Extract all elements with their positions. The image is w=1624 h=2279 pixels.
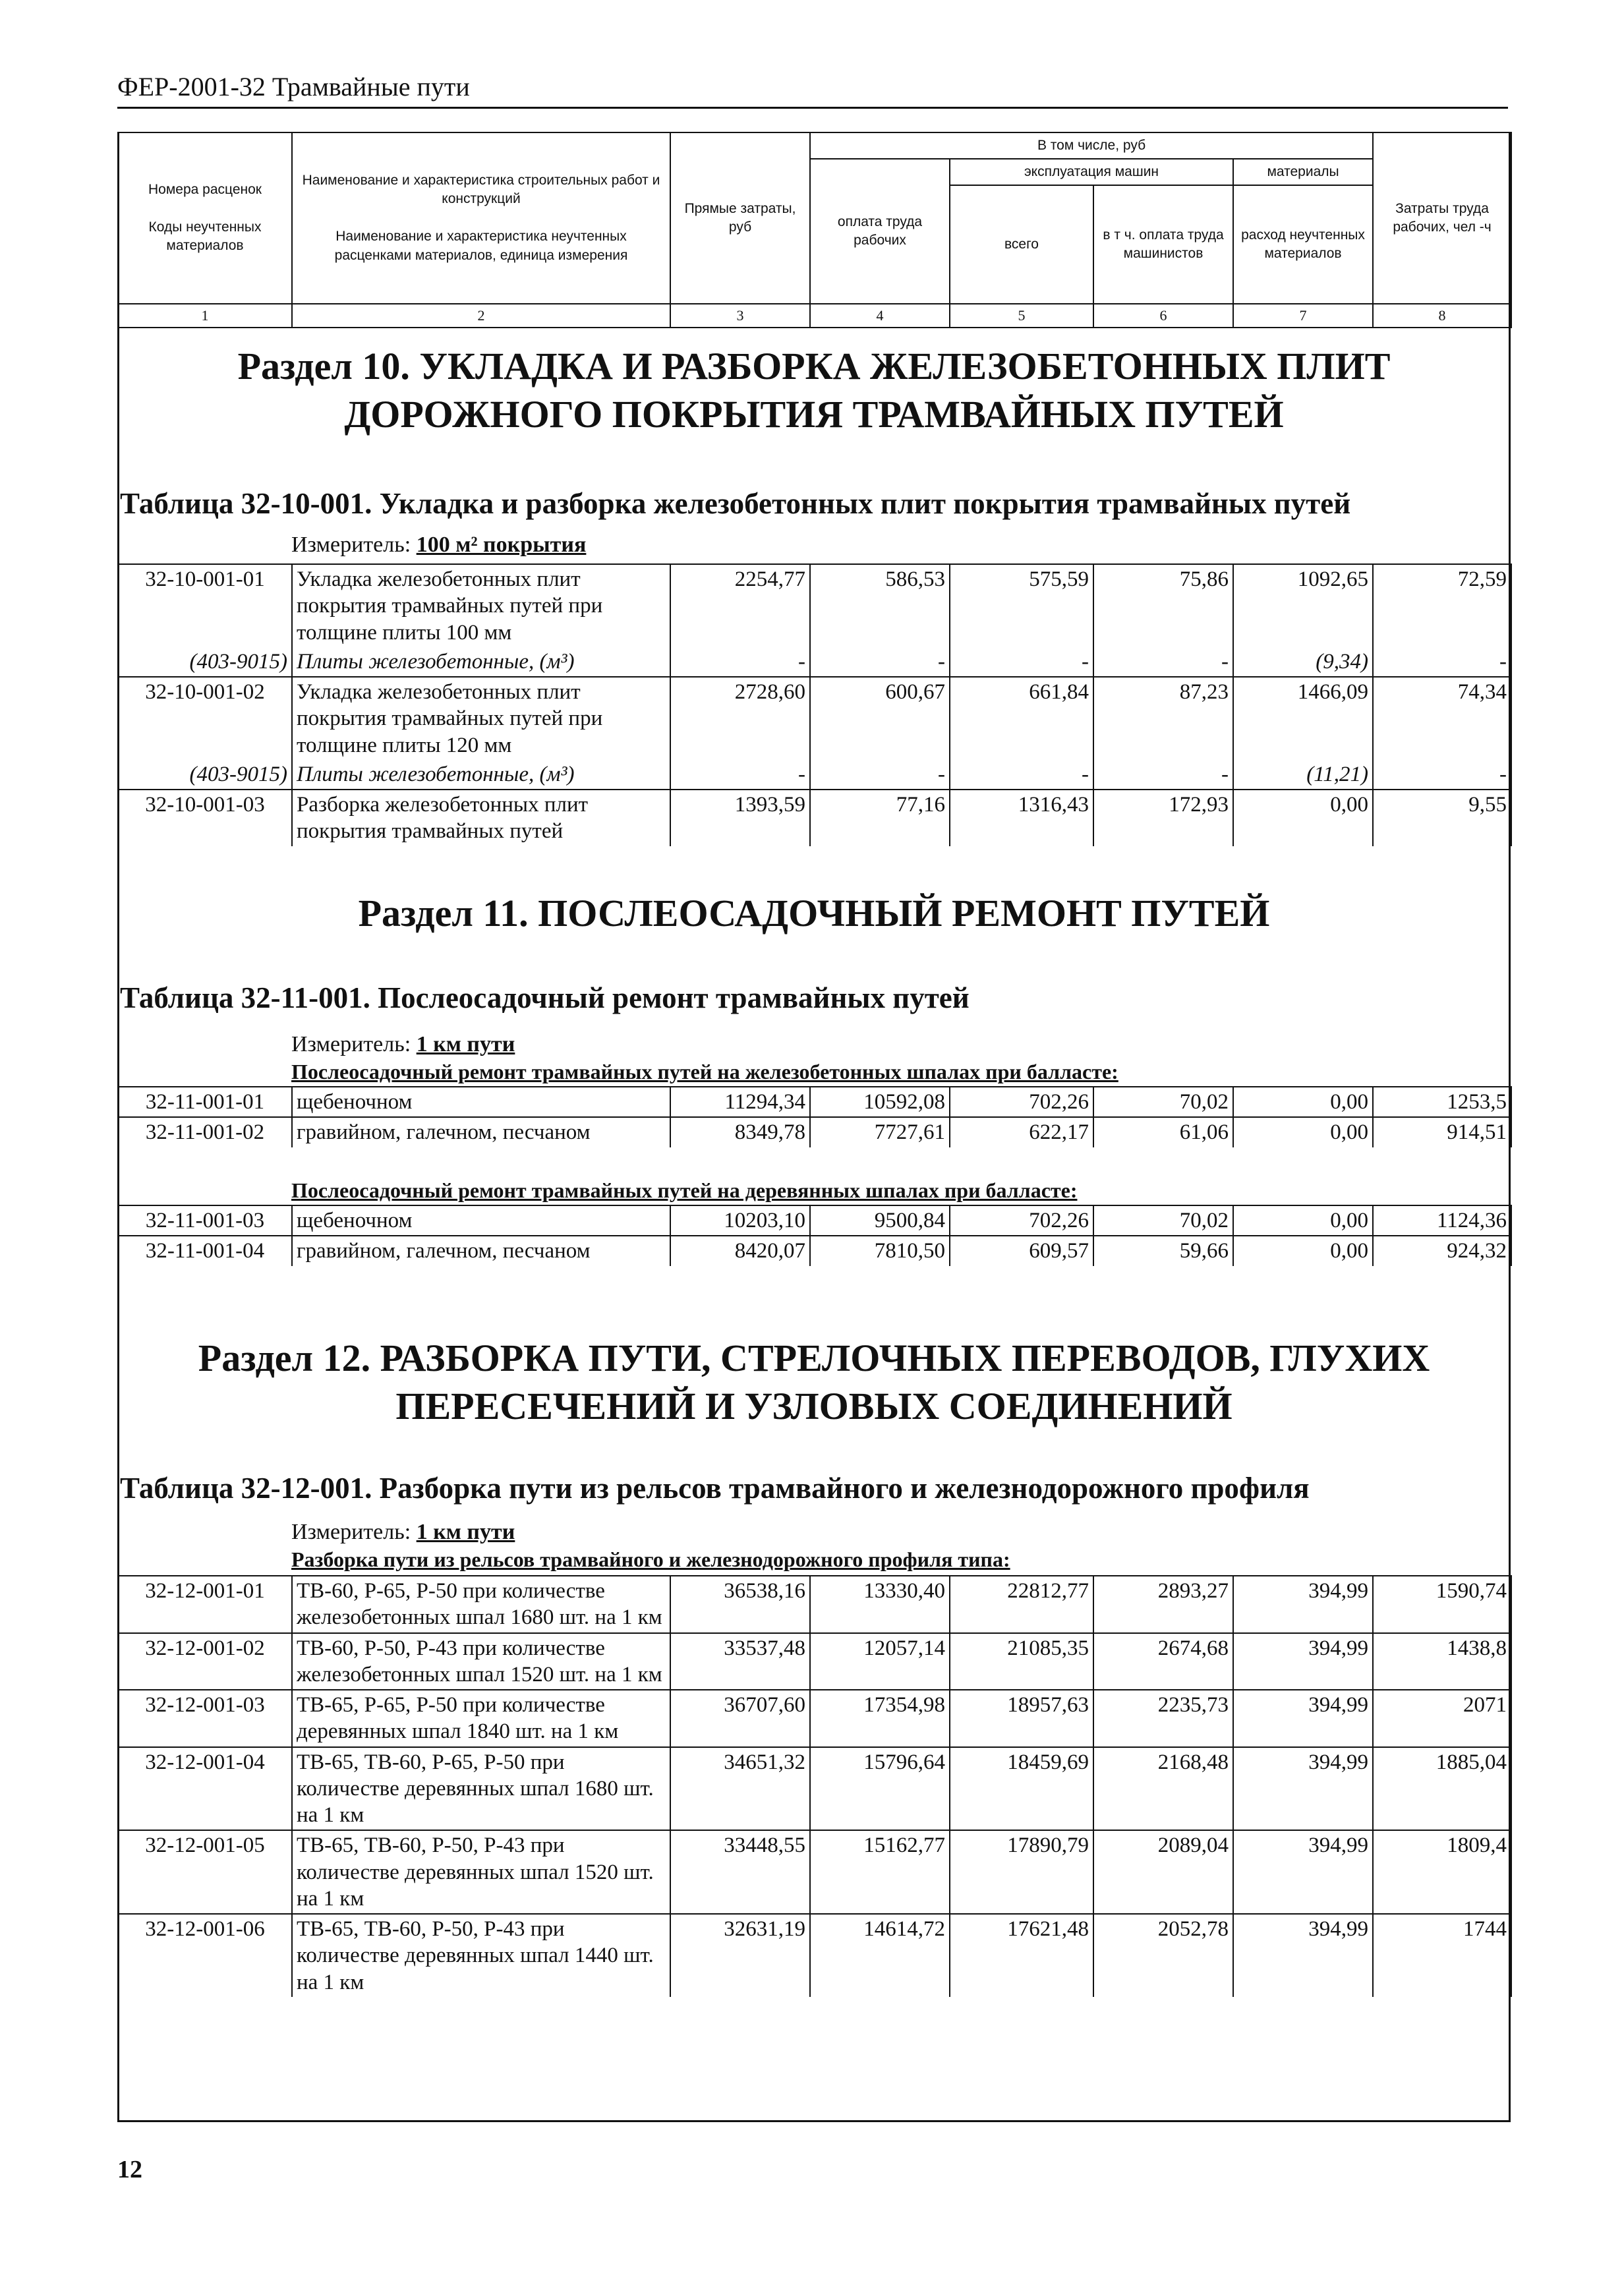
measurer-value: 100 м² покрытия	[416, 533, 587, 557]
measurer-32-10	[291, 533, 586, 558]
measurer-label: Измеритель:	[291, 1032, 411, 1056]
row-name: Разборка железобетонных плит покрытия трамвайных путей	[292, 790, 670, 846]
value-cell: 10203,10	[670, 1205, 810, 1236]
value-cell: -	[1373, 760, 1511, 790]
col2-header: Наименование и характеристика строительных работ и конструкций Наименование и характеристика неучтенных расценками материалов, единица измерения	[292, 132, 670, 304]
table-32-10-001	[117, 563, 1512, 846]
value-cell: 600,67	[810, 677, 950, 760]
value-cell: 622,17	[950, 1117, 1093, 1147]
value-cell: 1092,65	[1233, 564, 1373, 647]
value-cell: 702,26	[950, 1087, 1093, 1117]
col8-header: Затраты труда рабочих, чел -ч	[1373, 132, 1511, 304]
value-cell: 7727,61	[810, 1117, 950, 1147]
value-cell: 9,55	[1373, 790, 1511, 846]
row-name: ТВ-65, ТВ-60, Р-50, Р-43 при количестве деревянных шпал 1520 шт. на 1 км	[292, 1830, 670, 1914]
table-row	[118, 1117, 1511, 1147]
value-cell: 34651,32	[670, 1747, 810, 1831]
value-cell: -	[670, 647, 810, 677]
value-cell: 7810,50	[810, 1236, 950, 1265]
value-cell: (9,34)	[1233, 647, 1373, 677]
value-cell: 59,66	[1093, 1236, 1233, 1265]
col-number: 3	[670, 304, 810, 328]
row-code: 32-12-001-01	[118, 1576, 292, 1633]
row-code: 32-12-001-04	[118, 1747, 292, 1831]
value-cell: 2071	[1373, 1690, 1511, 1747]
value-cell: 77,16	[810, 790, 950, 846]
col-number: 4	[810, 304, 950, 328]
table-row	[118, 1236, 1511, 1265]
material-code: (403-9015)	[118, 760, 292, 790]
row-code: 32-10-001-03	[118, 790, 292, 846]
value-cell: 0,00	[1233, 1117, 1373, 1147]
section-11-title: Раздел 11. ПОСЛЕОСАДОЧНЫЙ РЕМОНТ ПУТЕЙ	[358, 892, 1270, 935]
value-cell: -	[670, 760, 810, 790]
value-cell: 2235,73	[1093, 1690, 1233, 1747]
value-cell: 61,06	[1093, 1117, 1233, 1147]
value-cell: 15162,77	[810, 1830, 950, 1914]
value-cell: 1590,74	[1373, 1576, 1511, 1633]
row-code: 32-12-001-06	[118, 1914, 292, 1997]
measurer-label: Измеритель:	[291, 533, 411, 557]
header-rule	[117, 107, 1508, 109]
value-cell: 2728,60	[670, 677, 810, 760]
row-code: 32-12-001-02	[118, 1633, 292, 1690]
row-name: щебеночном	[292, 1205, 670, 1236]
value-cell: 1316,43	[950, 790, 1093, 846]
value-cell: -	[810, 760, 950, 790]
row-code: 32-11-001-01	[118, 1087, 292, 1117]
table-32-11-001-a	[117, 1086, 1512, 1147]
value-cell: 33448,55	[670, 1830, 810, 1914]
table-32-10-001-title: Таблица 32-10-001. Укладка и разборка железобетонных плит покрытия трамвайных путей	[120, 487, 1351, 520]
value-cell: 33537,48	[670, 1633, 810, 1690]
machines-header: эксплуатация машин	[950, 159, 1233, 185]
measurer-value: 1 км пути	[416, 1520, 515, 1544]
value-cell: 18459,69	[950, 1747, 1093, 1831]
row-name: гравийном, галечном, песчаном	[292, 1117, 670, 1147]
group-heading: Послеосадочный ремонт трамвайных путей на деревянных шпалах при балласте:	[291, 1178, 1078, 1202]
value-cell: 2089,04	[1093, 1830, 1233, 1914]
value-cell: 394,99	[1233, 1747, 1373, 1831]
value-cell: 87,23	[1093, 677, 1233, 760]
value-cell: 2674,68	[1093, 1633, 1233, 1690]
row-name: ТВ-60, Р-65, Р-50 при количестве железобетонных шпал 1680 шт. на 1 км	[292, 1576, 670, 1633]
table-32-12-001-title: Таблица 32-12-001. Разборка пути из рельсов трамвайного и железнодорожного профиля	[120, 1472, 1310, 1505]
col4-header: оплата труда рабочих	[810, 159, 950, 304]
value-cell: 13330,40	[810, 1576, 950, 1633]
value-cell: -	[950, 760, 1093, 790]
col1-header: Номера расценок Коды неучтенных материалов	[118, 132, 292, 304]
value-cell: 0,00	[1233, 1087, 1373, 1117]
col3-header: Прямые затраты, руб	[670, 132, 810, 304]
row-name: ТВ-65, ТВ-60, Р-65, Р-50 при количестве деревянных шпал 1680 шт. на 1 км	[292, 1747, 670, 1831]
column-header-table	[117, 132, 1512, 328]
table-row	[118, 790, 1511, 846]
value-cell: 394,99	[1233, 1690, 1373, 1747]
value-cell: 586,53	[810, 564, 950, 647]
material-name: Плиты железобетонные, (м³)	[292, 647, 670, 677]
value-cell: 21085,35	[950, 1633, 1093, 1690]
group-header: В том числе, руб	[810, 132, 1373, 159]
section-10-title: Раздел 10. УКЛАДКА И РАЗБОРКА ЖЕЛЕЗОБЕТОННЫХ ПЛИТ ДОРОЖНОГО ПОКРЫТИЯ ТРАМВАЙНЫХ ПУТЕЙ	[237, 345, 1391, 436]
value-cell: 661,84	[950, 677, 1093, 760]
value-cell: 394,99	[1233, 1914, 1373, 1997]
value-cell: 15796,64	[810, 1747, 950, 1831]
table-32-11-001-b	[117, 1205, 1512, 1266]
value-cell: 1438,8	[1373, 1633, 1511, 1690]
material-row	[118, 760, 1511, 790]
value-cell: 10592,08	[810, 1087, 950, 1117]
material-row	[118, 647, 1511, 677]
row-name: щебеночном	[292, 1087, 670, 1117]
value-cell: 12057,14	[810, 1633, 950, 1690]
value-cell: 1885,04	[1373, 1747, 1511, 1831]
table-row	[118, 1087, 1511, 1117]
value-cell: -	[950, 647, 1093, 677]
row-code: 32-11-001-04	[118, 1236, 292, 1265]
table-row	[118, 1914, 1511, 1997]
table-32-11-001-title: Таблица 32-11-001. Послеосадочный ремонт трамвайных путей	[120, 981, 970, 1014]
value-cell: 2168,48	[1093, 1747, 1233, 1831]
value-cell: -	[1093, 647, 1233, 677]
value-cell: 18957,63	[950, 1690, 1093, 1747]
value-cell: 1393,59	[670, 790, 810, 846]
value-cell: 36538,16	[670, 1576, 810, 1633]
table-row	[118, 677, 1511, 760]
row-code: 32-12-001-05	[118, 1830, 292, 1914]
value-cell: 74,34	[1373, 677, 1511, 760]
value-cell: 2052,78	[1093, 1914, 1233, 1997]
table-row	[118, 564, 1511, 647]
col-number: 2	[292, 304, 670, 328]
row-name: Укладка железобетонных плит покрытия трамвайных путей при толщине плиты 100 мм	[292, 564, 670, 647]
value-cell: 70,02	[1093, 1087, 1233, 1117]
value-cell: -	[1373, 647, 1511, 677]
table-row	[118, 1690, 1511, 1747]
value-cell: 17621,48	[950, 1914, 1093, 1997]
section-12-title: Раздел 12. РАЗБОРКА ПУТИ, СТРЕЛОЧНЫХ ПЕРЕВОДОВ, ГЛУХИХ ПЕРЕСЕЧЕНИЙ И УЗЛОВЫХ СОЕДИНЕНИЙ	[198, 1337, 1430, 1428]
value-cell: 2893,27	[1093, 1576, 1233, 1633]
value-cell: 14614,72	[810, 1914, 950, 1997]
value-cell: 1253,5	[1373, 1087, 1511, 1117]
value-cell: 75,86	[1093, 564, 1233, 647]
value-cell: 1744	[1373, 1914, 1511, 1997]
table-row	[118, 1205, 1511, 1236]
value-cell: 72,59	[1373, 564, 1511, 647]
col6-header: в т ч. оплата труда машинистов	[1093, 185, 1233, 304]
page-number: 12	[117, 2156, 142, 2183]
col-number: 8	[1373, 304, 1511, 328]
row-code: 32-11-001-03	[118, 1205, 292, 1236]
row-name: ТВ-65, ТВ-60, Р-50, Р-43 при количестве деревянных шпал 1440 шт. на 1 км	[292, 1914, 670, 1997]
value-cell: 0,00	[1233, 790, 1373, 846]
value-cell: 0,00	[1233, 1236, 1373, 1265]
measurer-value: 1 км пути	[416, 1032, 515, 1056]
value-cell: 609,57	[950, 1236, 1093, 1265]
measurer-32-11	[291, 1032, 515, 1057]
group-heading: Послеосадочный ремонт трамвайных путей на железобетонных шпалах при балласте:	[291, 1060, 1118, 1083]
value-cell: 1809,4	[1373, 1830, 1511, 1914]
col5-header: всего	[950, 185, 1093, 304]
row-name: ТВ-60, Р-50, Р-43 при количестве железобетонных шпал 1520 шт. на 1 км	[292, 1633, 670, 1690]
value-cell: 9500,84	[810, 1205, 950, 1236]
material-code: (403-9015)	[118, 647, 292, 677]
value-cell: 17890,79	[950, 1830, 1093, 1914]
measurer-32-12	[291, 1520, 515, 1545]
value-cell: 1466,09	[1233, 677, 1373, 760]
value-cell: 70,02	[1093, 1205, 1233, 1236]
row-code: 32-12-001-03	[118, 1690, 292, 1747]
value-cell: -	[1093, 760, 1233, 790]
value-cell: 0,00	[1233, 1205, 1373, 1236]
table-row	[118, 1633, 1511, 1690]
table-row	[118, 1747, 1511, 1831]
value-cell: 575,59	[950, 564, 1093, 647]
row-name: ТВ-65, Р-65, Р-50 при количестве деревянных шпал 1840 шт. на 1 км	[292, 1690, 670, 1747]
value-cell: 17354,98	[810, 1690, 950, 1747]
row-code: 32-10-001-01	[118, 564, 292, 647]
col7-header: расход неучтенных материалов	[1233, 185, 1373, 304]
value-cell: 914,51	[1373, 1117, 1511, 1147]
value-cell: 8420,07	[670, 1236, 810, 1265]
col-number: 7	[1233, 304, 1373, 328]
value-cell: 11294,34	[670, 1087, 810, 1117]
table-32-12-001	[117, 1575, 1512, 1997]
value-cell: 32631,19	[670, 1914, 810, 1997]
value-cell: (11,21)	[1233, 760, 1373, 790]
measurer-label: Измеритель:	[291, 1520, 411, 1544]
col-number: 5	[950, 304, 1093, 328]
col-number: 6	[1093, 304, 1233, 328]
value-cell: 8349,78	[670, 1117, 810, 1147]
materials-header: материалы	[1233, 159, 1373, 185]
table-row	[118, 1576, 1511, 1633]
table-row	[118, 1830, 1511, 1914]
value-cell: 36707,60	[670, 1690, 810, 1747]
row-code: 32-10-001-02	[118, 677, 292, 760]
row-name: Укладка железобетонных плит покрытия трамвайных путей при толщине плиты 120 мм	[292, 677, 670, 760]
material-name: Плиты железобетонные, (м³)	[292, 760, 670, 790]
value-cell: 702,26	[950, 1205, 1093, 1236]
page-header: ФЕР-2001-32 Трамвайные пути	[117, 72, 470, 101]
row-name: гравийном, галечном, песчаном	[292, 1236, 670, 1265]
value-cell: 172,93	[1093, 790, 1233, 846]
value-cell: 394,99	[1233, 1633, 1373, 1690]
value-cell: 2254,77	[670, 564, 810, 647]
value-cell: 924,32	[1373, 1236, 1511, 1265]
group-heading: Разборка пути из рельсов трамвайного и железнодорожного профиля типа:	[291, 1547, 1010, 1571]
value-cell: -	[810, 647, 950, 677]
value-cell: 22812,77	[950, 1576, 1093, 1633]
row-code: 32-11-001-02	[118, 1117, 292, 1147]
col-number: 1	[118, 304, 292, 328]
value-cell: 1124,36	[1373, 1205, 1511, 1236]
value-cell: 394,99	[1233, 1830, 1373, 1914]
value-cell: 394,99	[1233, 1576, 1373, 1633]
